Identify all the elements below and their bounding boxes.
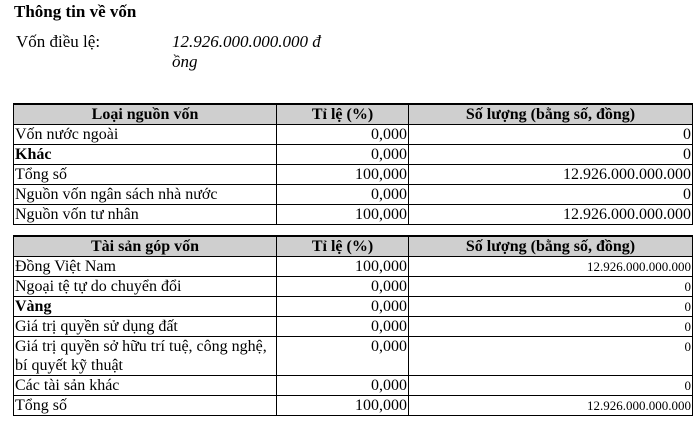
row-ratio: 100,000 [277,205,409,225]
table-row [14,317,693,337]
row-amount: 0 [409,297,693,317]
header-asset-type: Tài sản góp vốn [14,236,277,257]
header-ratio: Tỉ lệ (%) [277,236,409,257]
row-ratio: 0,000 [277,185,409,205]
row-name: Vàng [14,297,277,317]
table-row [14,297,693,317]
row-amount: 0 [409,337,693,376]
row-amount: 0 [409,185,693,205]
row-ratio: 100,000 [277,396,409,416]
table-row [14,257,693,277]
row-ratio: 0,000 [277,277,409,297]
row-amount: 0 [409,376,693,396]
row-name: Nguồn vốn tư nhân [14,205,277,225]
row-ratio: 0,000 [277,317,409,337]
row-ratio: 100,000 [277,257,409,277]
table-row [14,165,693,185]
header-amount: Số lượng (bằng số, đồng) [409,104,693,125]
row-ratio: 0,000 [277,337,409,376]
row-ratio: 0,000 [277,125,409,145]
row-amount: 0 [409,277,693,297]
row-ratio: 0,000 [277,145,409,165]
row-ratio: 0,000 [277,297,409,317]
row-name: Ngoại tệ tự do chuyển đổi [14,277,277,297]
header-amount: Số lượng (bằng số, đồng) [409,236,693,257]
row-amount: 12.926.000.000.000 [409,165,693,185]
row-amount: 12.926.000.000.000 [409,257,693,277]
row-ratio: 0,000 [277,376,409,396]
row-amount: 0 [409,317,693,337]
table-row [14,185,693,205]
row-ratio: 100,000 [277,165,409,185]
capital-sources-table [13,103,693,225]
row-name: Tổng số [14,165,277,185]
table-header-row [14,104,693,125]
table-row [14,145,693,165]
section-title: Thông tin về vốn [14,2,137,21]
row-name: Nguồn vốn ngân sách nhà nước [14,185,277,205]
row-name: Vốn nước ngoài [14,125,277,145]
charter-capital-value: 12.926.000.000.000 đồng [172,32,321,71]
contributed-assets-table [13,235,693,416]
row-name: Giá trị quyền sử dụng đất [14,317,277,337]
table-row [14,277,693,297]
row-amount: 12.926.000.000.000 [409,205,693,225]
table-row [14,125,693,145]
table-row [14,337,693,376]
row-name: Giá trị quyền sở hữu trí tuệ, công nghệ, bí quyết kỹ thuật [14,337,277,376]
row-amount: 0 [409,145,693,165]
row-amount: 0 [409,125,693,145]
header-source-type: Loại nguồn vốn [14,104,277,125]
table-row [14,396,693,416]
row-name: Khác [14,145,277,165]
charter-capital-label: Vốn điều lệ: [16,32,101,51]
table-row [14,376,693,396]
row-name: Các tài sản khác [14,376,277,396]
table-row [14,205,693,225]
table-header-row [14,236,693,257]
row-amount: 12.926.000.000.000 [409,396,693,416]
header-ratio: Tỉ lệ (%) [277,104,409,125]
row-name: Đồng Việt Nam [14,257,277,277]
row-name: Tổng số [14,396,277,416]
